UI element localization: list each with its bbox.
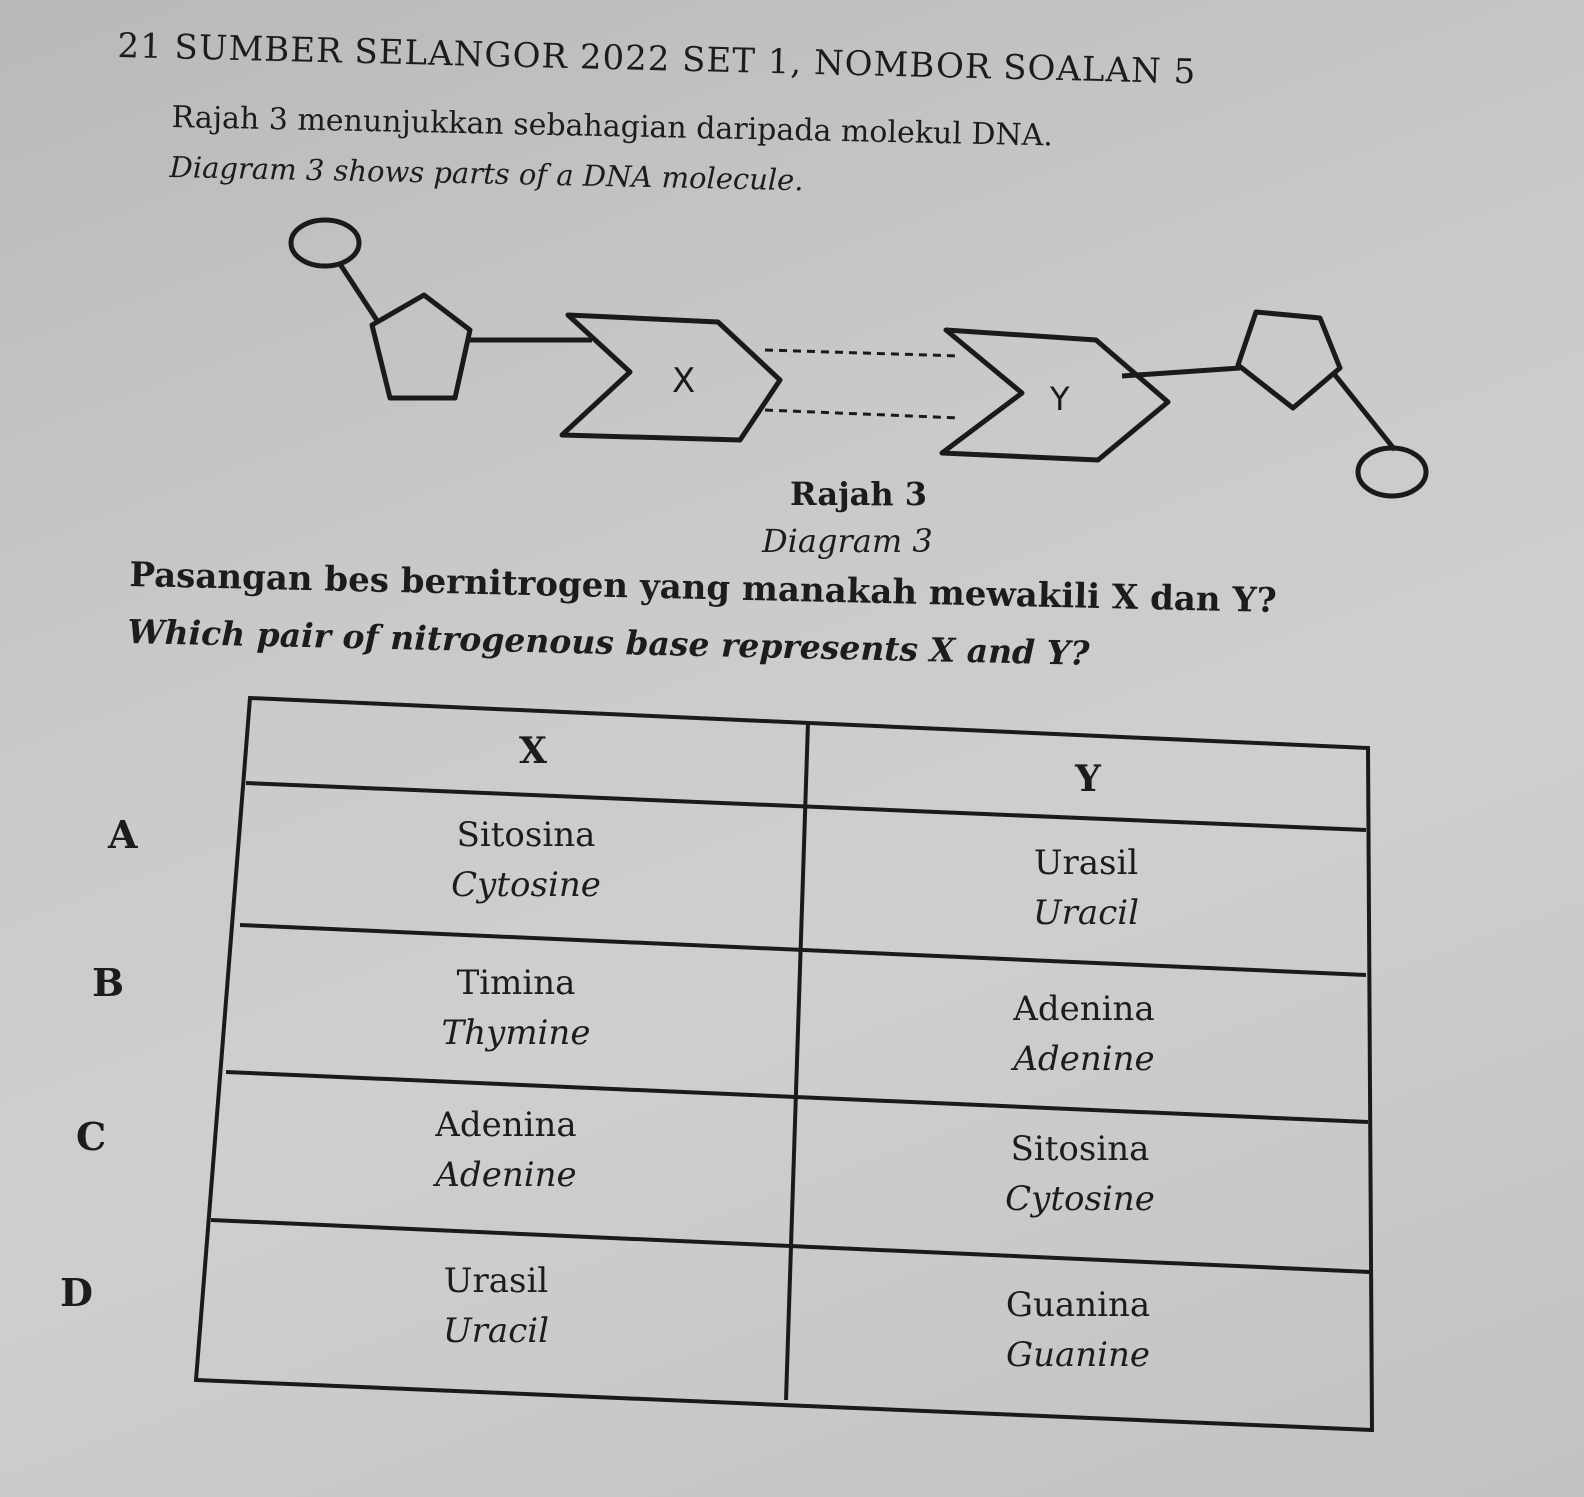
option-a-x-english: Cytosine: [451, 865, 601, 905]
option-b-x-cell: [336, 958, 696, 1058]
intro-english: Diagram 3 shows parts of a DNA molecule.: [169, 150, 804, 198]
option-c-x-english: Adenine: [435, 1155, 577, 1195]
option-d-x-malay: Urasil: [443, 1261, 549, 1301]
question-english: Which pair of nitrogenous base represents X and Y?: [127, 612, 1090, 673]
diagram-caption-english: Diagram 3: [762, 522, 933, 560]
option-d-y-malay: Guanina: [1005, 1285, 1151, 1325]
diagram-caption-malay: Rajah 3: [790, 475, 928, 513]
option-b-x-english: Thymine: [441, 1013, 591, 1053]
option-a-y-english: Uracil: [1033, 893, 1139, 933]
option-b-y-cell: [904, 984, 1264, 1084]
option-a-x-cell: [346, 810, 706, 910]
option-c-y-malay: Sitosina: [1010, 1129, 1150, 1169]
option-c-y-english: Cytosine: [1005, 1179, 1155, 1219]
table-column-divider: [786, 722, 808, 1400]
option-a-x-malay: Sitosina: [456, 815, 596, 855]
option-c-label: C: [76, 1114, 107, 1159]
option-c-x-cell: [326, 1100, 686, 1200]
table-header-x: X: [519, 730, 547, 772]
option-b-x-malay: Timina: [456, 963, 576, 1003]
base-x-label: X: [672, 361, 696, 401]
question-malay: Pasangan bes bernitrogen yang manakah mewakili X dan Y?: [129, 555, 1278, 622]
option-a-label: A: [108, 812, 138, 857]
option-d-label: D: [60, 1270, 93, 1315]
option-d-x-english: Uracil: [443, 1311, 549, 1351]
question-source-header: 21 SUMBER SELANGOR 2022 SET 1, NOMBOR SOALAN 5: [117, 26, 1197, 93]
option-b-label: B: [92, 960, 125, 1005]
intro-malay: Rajah 3 menunjukkan sebahagian daripada molekul DNA.: [171, 100, 1054, 154]
option-c-y-cell: [900, 1124, 1260, 1224]
option-b-y-malay: Adenina: [1013, 989, 1155, 1029]
option-c-x-malay: Adenina: [435, 1105, 577, 1145]
base-y-label: Y: [1050, 380, 1070, 418]
option-b-y-english: Adenine: [1013, 1039, 1155, 1079]
table-header-y: Y: [1075, 758, 1101, 800]
option-a-y-malay: Urasil: [1033, 843, 1139, 883]
option-d-x-cell: [316, 1256, 676, 1356]
option-a-y-cell: [906, 838, 1266, 938]
option-d-y-cell: [898, 1280, 1258, 1380]
option-d-y-english: Guanine: [1005, 1335, 1151, 1375]
